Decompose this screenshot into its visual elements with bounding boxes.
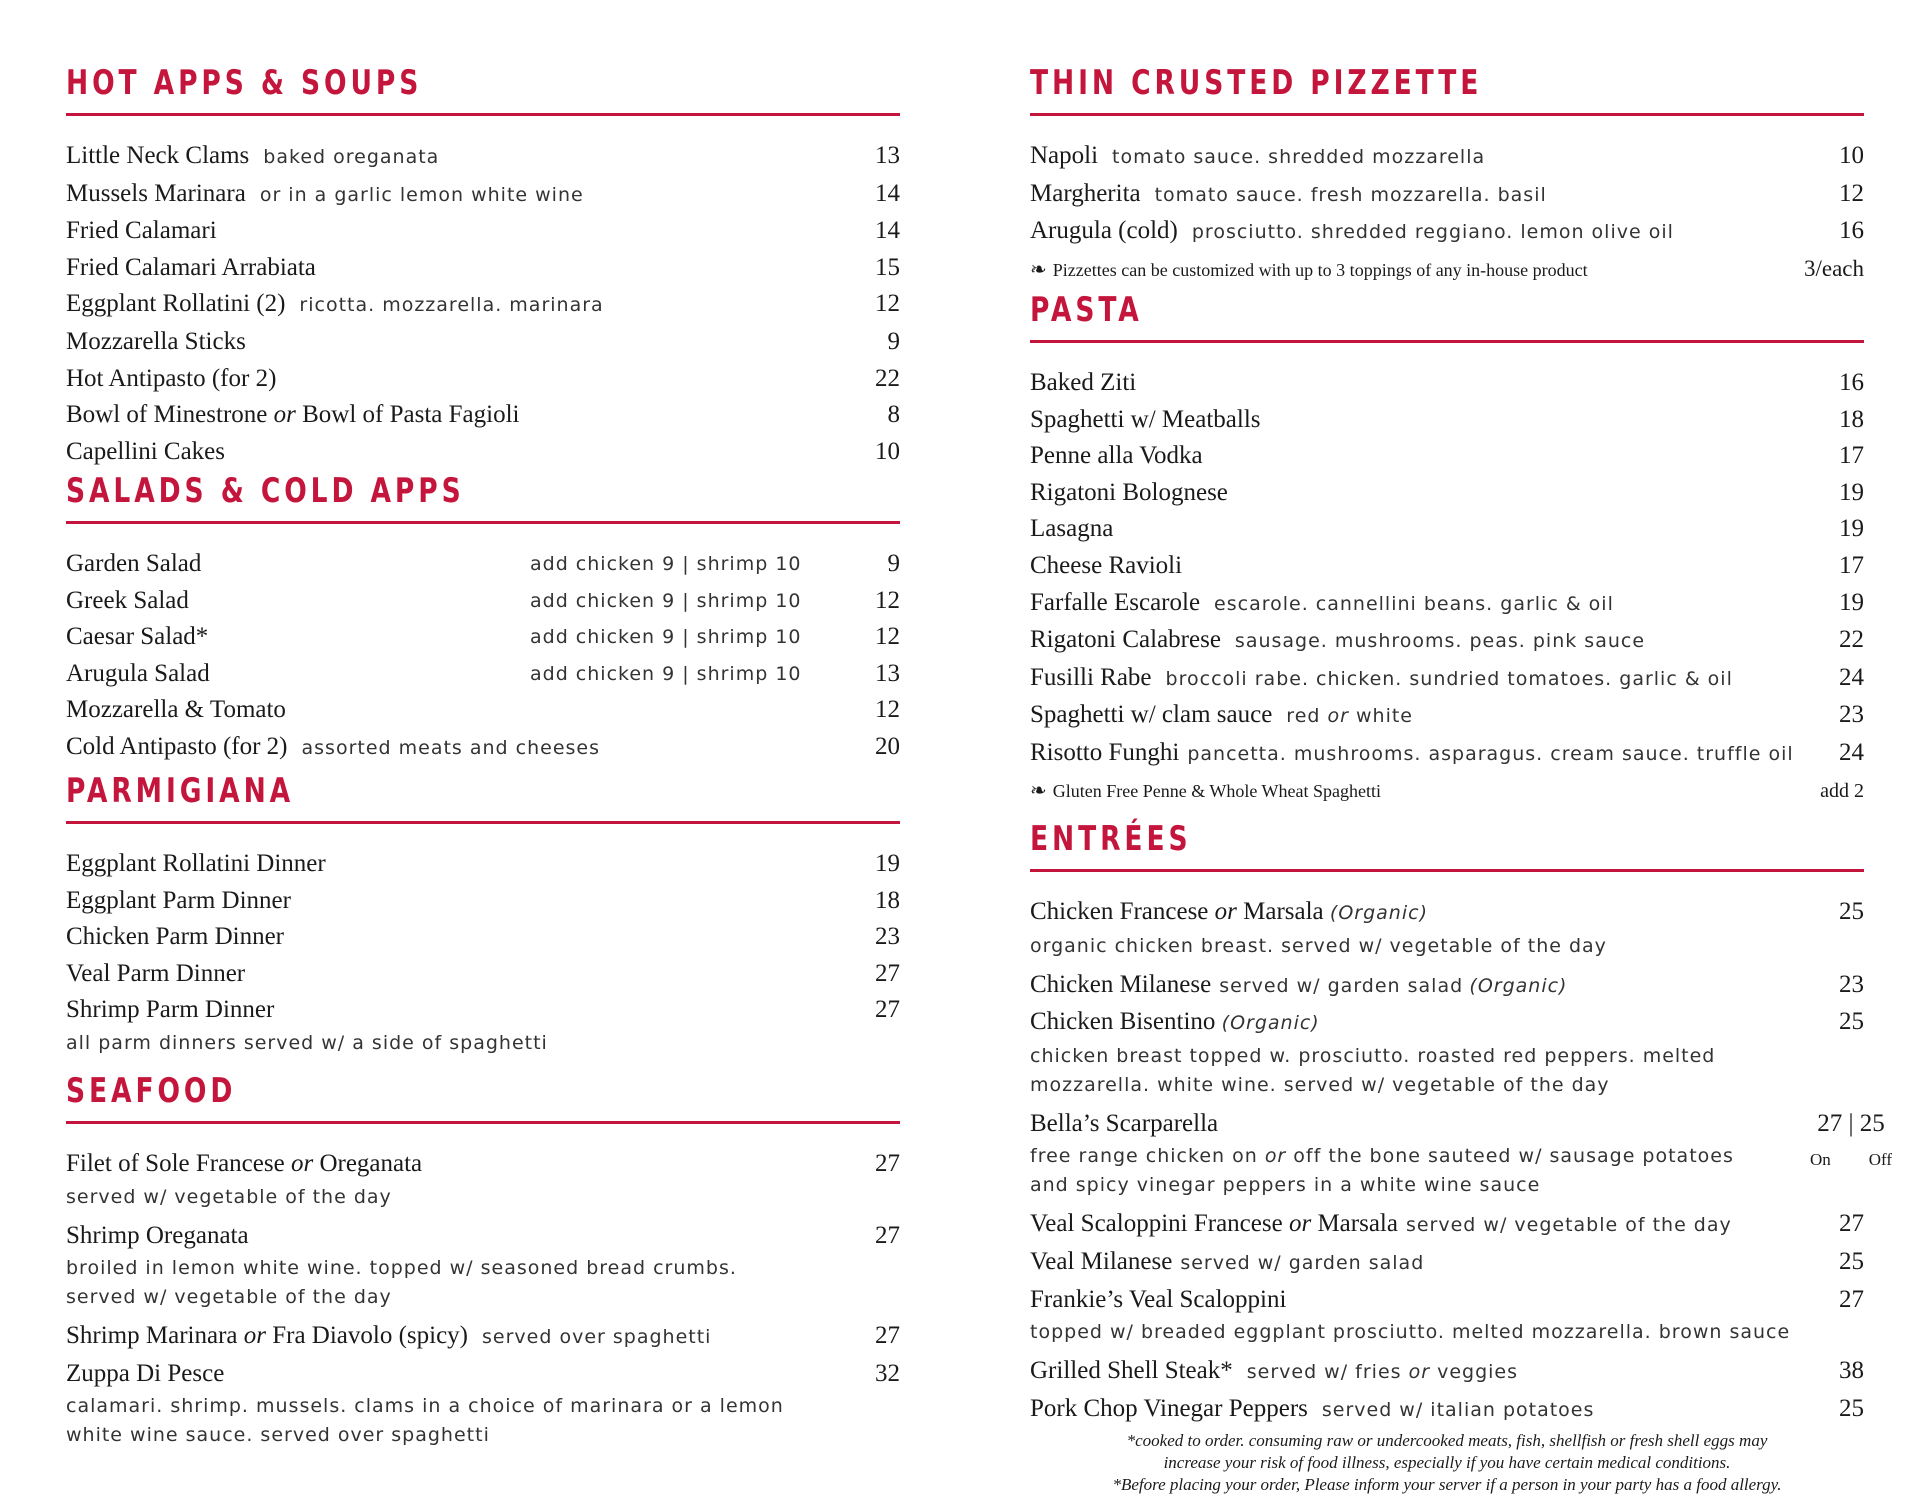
- item-name: Caesar Salad*: [66, 623, 209, 651]
- item-price: 14: [875, 217, 900, 245]
- item-desc: tomato sauce. fresh mozzarella. basil: [1154, 183, 1547, 206]
- item-price: 12: [875, 290, 900, 318]
- item-desc: assorted meats and cheeses: [301, 736, 601, 759]
- item-desc: or in a garlic lemon white wine: [259, 183, 584, 206]
- menu-item: [66, 138, 900, 176]
- item-desc: escarole. cannellini beans. garlic & oil: [1214, 592, 1614, 615]
- or-word: or: [1288, 1210, 1312, 1238]
- item-addon: add chicken 9 | shrimp 10: [530, 626, 802, 649]
- price-pair: [1808, 1106, 1894, 1142]
- item-detail-line: broiled in lemon white wine. topped w/ seasoned bread crumbs.: [66, 1257, 737, 1280]
- organic-tag: (Organic): [1329, 902, 1428, 924]
- item-desc: tomato sauce. shredded mozzarella: [1112, 146, 1486, 168]
- pasta-note: [1030, 773, 1864, 809]
- item-name: Grilled Shell Steak*: [1030, 1357, 1233, 1385]
- item-desc: broccoli rabe. chicken. sundried tomatoes. garlic & oil: [1165, 667, 1733, 690]
- item-name: Fusilli Rabe: [1030, 663, 1152, 691]
- menu-item: [1030, 138, 1864, 176]
- pizzette-note: [1030, 251, 1864, 288]
- item-detail-line: chicken breast topped w. prosciutto. roasted red peppers. melted: [1030, 1044, 1716, 1067]
- price-off: 25: [1859, 1109, 1885, 1137]
- footnote-line: *Before placing your order, Please inform your server if a person in your party has a food allergy.: [1112, 1475, 1782, 1495]
- item-desc: served w/ garden salad: [1219, 974, 1464, 997]
- note-text: Pizzettes can be customized with up to 3 toppings of any in-house product: [1052, 259, 1588, 280]
- item-name: Veal Scaloppini Francese: [1030, 1210, 1283, 1238]
- section-hot-apps-soups: [66, 58, 900, 470]
- item-name: Chicken Parm Dinner: [66, 923, 285, 951]
- menu-item: [66, 656, 900, 693]
- menu-item: [66, 397, 900, 434]
- menu-item: [66, 213, 900, 250]
- item-details: [66, 1183, 900, 1212]
- menu-item: [66, 250, 900, 287]
- item-name: Shrimp Marinara: [66, 1322, 238, 1350]
- item-name: Lasagna: [1030, 515, 1114, 543]
- item-price: 38: [1839, 1357, 1864, 1385]
- desc-part: served w/ fries: [1246, 1361, 1402, 1384]
- item-desc: ricotta. mozzarella. marinara: [299, 294, 604, 317]
- item-name: Rigatoni Bolognese: [1030, 478, 1228, 506]
- section-title: HOT APPS & SOUPS: [66, 63, 423, 103]
- item-price: 12: [875, 696, 900, 724]
- section-entrees: [1030, 814, 1892, 1496]
- item-name-alt: Marsala: [1317, 1210, 1398, 1238]
- item-price: 27: [875, 1150, 900, 1177]
- item-price: 12: [1839, 179, 1864, 207]
- section-pasta: [1030, 285, 1864, 809]
- note-text: Gluten Free Penne & Whole Wheat Spaghetti: [1052, 780, 1382, 801]
- item-name: Veal Milanese: [1030, 1247, 1173, 1275]
- item-price: 15: [875, 253, 900, 281]
- item-name: Frankie’s Veal Scaloppini: [1030, 1285, 1287, 1313]
- item-price: 19: [1839, 515, 1864, 543]
- menu-item: [66, 434, 900, 471]
- menu-item: [1030, 1353, 1864, 1391]
- section-title: PARMIGIANA: [66, 771, 295, 811]
- item-name: Garden Salad: [66, 550, 202, 577]
- menu-item: [1030, 660, 1864, 698]
- menu-item: [1030, 176, 1864, 214]
- menu-item: [66, 883, 900, 920]
- item-name: Spaghetti w/ Meatballs: [1030, 405, 1261, 433]
- menu-item: [1030, 548, 1864, 585]
- item-price: 9: [887, 550, 900, 577]
- menu-item: [1030, 1391, 1864, 1429]
- item-name: Mozzarella & Tomato: [66, 696, 286, 724]
- item-price: 27: [875, 1322, 900, 1350]
- item-price: 14: [875, 179, 900, 207]
- item-price: 22: [1839, 626, 1864, 654]
- section-divider: [66, 1121, 900, 1124]
- or-word: or: [290, 1150, 314, 1177]
- item-name: Risotto Funghi: [1030, 738, 1180, 766]
- item-price: 24: [1839, 663, 1864, 691]
- item-price: 13: [875, 142, 900, 169]
- item-addon: add chicken 9 | shrimp 10: [530, 589, 802, 612]
- or-word: or: [273, 401, 296, 429]
- item-price: 12: [875, 623, 900, 651]
- item-price: 25: [1839, 898, 1864, 925]
- item-price: 10: [1839, 142, 1864, 169]
- item-details: [1030, 1142, 1864, 1200]
- item-name: Pork Chop Vinegar Peppers: [1030, 1394, 1308, 1422]
- item-name: Shrimp Oreganata: [66, 1221, 249, 1249]
- item-desc: baked oreganata: [263, 146, 440, 168]
- menu-item: [1030, 735, 1864, 773]
- label-off: Off: [1868, 1149, 1892, 1169]
- item-name: Mozzarella Sticks: [66, 327, 246, 355]
- section-pizzette: [1030, 58, 1864, 288]
- menu-item: [1030, 213, 1864, 251]
- item-detail-line: served w/ vegetable of the day: [66, 1286, 392, 1309]
- item-details: [1030, 1042, 1864, 1100]
- menu-item: [1030, 402, 1864, 439]
- price-on: 27: [1817, 1109, 1843, 1137]
- item-price: 27: [875, 959, 900, 987]
- item-details: [66, 1392, 900, 1450]
- item-price: 8: [887, 401, 900, 429]
- section-salads-cold-apps: [66, 466, 900, 767]
- item-detail-line: and spicy vinegar peppers in a white wine sauce: [1030, 1174, 1541, 1197]
- section-title: PASTA: [1030, 290, 1143, 330]
- fleuron-icon: ❧: [1030, 258, 1047, 281]
- item-name: Baked Ziti: [1030, 369, 1137, 396]
- section-divider: [66, 113, 900, 116]
- item-name: Farfalle Escarole: [1030, 588, 1201, 616]
- menu-item: [1030, 622, 1864, 660]
- menu-item: [66, 286, 900, 324]
- item-price: 27: [875, 996, 900, 1024]
- menu-item: [66, 846, 900, 883]
- item-detail-line: mozzarella. white wine. served w/ vegetable of the day: [1030, 1073, 1610, 1096]
- item-price: 19: [875, 850, 900, 877]
- menu-item: [66, 176, 900, 214]
- item-name: Eggplant Rollatini (2): [66, 290, 286, 318]
- menu-item: [66, 992, 900, 1029]
- item-price: 23: [1839, 701, 1864, 729]
- section-divider: [66, 821, 900, 824]
- item-name-alt: Fra Diavolo (spicy): [272, 1322, 469, 1350]
- item-name: Bella’s Scarparella: [1030, 1109, 1219, 1137]
- menu-item: [1030, 475, 1864, 512]
- item-price: 13: [875, 659, 900, 687]
- section-title: SEAFOOD: [66, 1071, 237, 1111]
- price-sep: |: [1848, 1109, 1854, 1137]
- desc-part: veggies: [1437, 1361, 1518, 1384]
- or-word: or: [1214, 898, 1237, 925]
- item-price: 17: [1839, 442, 1864, 470]
- menu-item: [1030, 894, 1864, 932]
- item-price: 24: [1839, 738, 1864, 766]
- item-price: 16: [1839, 217, 1864, 245]
- section-divider: [1030, 869, 1864, 872]
- menu-item: [1030, 365, 1864, 402]
- item-price: 19: [1839, 588, 1864, 616]
- item-name: Chicken Milanese: [1030, 970, 1212, 998]
- item-name: Capellini Cakes: [66, 437, 225, 465]
- footnote: [1030, 1430, 1864, 1496]
- organic-tag: (Organic): [1469, 974, 1568, 997]
- item-addon: add chicken 9 | shrimp 10: [530, 553, 802, 575]
- item-price: 23: [875, 923, 900, 951]
- item-desc: served w/ italian potatoes: [1321, 1398, 1595, 1421]
- item-name: Bowl of Minestrone: [66, 401, 268, 429]
- or-word: or: [1408, 1361, 1431, 1384]
- item-details: [66, 1254, 900, 1312]
- item-name: Greek Salad: [66, 586, 189, 614]
- item-desc: sausage. mushrooms. peas. pink sauce: [1234, 630, 1646, 653]
- item-name: Fried Calamari: [66, 217, 217, 245]
- label-on: On: [1810, 1149, 1831, 1169]
- item-details: [1030, 932, 1864, 961]
- menu-item: [66, 729, 900, 767]
- item-name: Cold Antipasto (for 2): [66, 732, 288, 760]
- item-detail-line: topped w/ breaded eggplant prosciutto. melted mozzarella. brown sauce: [1030, 1321, 1791, 1344]
- price-labels: [1808, 1142, 1894, 1179]
- item-detail-line: served w/ vegetable of the day: [66, 1185, 392, 1208]
- item-name: Zuppa Di Pesce: [66, 1359, 225, 1387]
- item-price: 16: [1839, 369, 1864, 396]
- item-price: 27: [1839, 1210, 1864, 1238]
- item-name: Veal Parm Dinner: [66, 959, 246, 987]
- fleuron-icon: ❧: [1030, 779, 1047, 802]
- item-price: 32: [875, 1359, 900, 1387]
- item-price: 23: [1839, 970, 1864, 998]
- menu-item: [1030, 1004, 1864, 1042]
- item-name-alt: Bowl of Pasta Fagioli: [302, 401, 520, 429]
- item-name: Shrimp Parm Dinner: [66, 996, 275, 1024]
- menu-item: [66, 1356, 900, 1393]
- menu-item: [1030, 967, 1864, 1005]
- item-name: Chicken Francese: [1030, 898, 1209, 925]
- item-price: 25: [1839, 1008, 1864, 1036]
- item-name: Filet of Sole Francese: [66, 1150, 285, 1177]
- menu-item: [1030, 511, 1864, 548]
- item-name: Chicken Bisentino: [1030, 1008, 1216, 1036]
- item-name: Cheese Ravioli: [1030, 551, 1183, 579]
- section-title: THIN CRUSTED PIZZETTE: [1030, 63, 1483, 103]
- item-addon: add chicken 9 | shrimp 10: [530, 662, 802, 685]
- organic-tag: (Organic): [1221, 1012, 1320, 1035]
- detail-part: off the bone sauteed w/ sausage potatoes: [1293, 1145, 1734, 1168]
- item-name: Mussels Marinara: [66, 179, 246, 207]
- menu-item: [66, 919, 900, 956]
- or-word: or: [1327, 705, 1349, 728]
- item-desc: [1247, 1354, 1518, 1391]
- item-name-alt: Oreganata: [319, 1150, 423, 1177]
- item-name: Little Neck Clams: [66, 142, 250, 169]
- menu-item: [66, 324, 900, 361]
- section-divider: [1030, 113, 1864, 116]
- item-price: 27: [875, 1221, 900, 1249]
- item-name: Hot Antipasto (for 2): [66, 364, 277, 392]
- menu-item: [1030, 1206, 1864, 1244]
- menu-item: [66, 1218, 900, 1255]
- note-price: add 2: [1820, 779, 1864, 802]
- menu-item: [1030, 438, 1864, 475]
- detail-part: free range chicken on: [1030, 1145, 1258, 1168]
- footnote-line: *cooked to order. consuming raw or undercooked meats, fish, shellfish or fresh shell eggs may: [1126, 1431, 1768, 1451]
- desc-part: white: [1355, 705, 1413, 728]
- item-price: 9: [887, 327, 900, 355]
- item-name: Arugula (cold): [1030, 217, 1178, 245]
- item-name: Rigatoni Calabrese: [1030, 626, 1221, 654]
- item-detail-line: [1030, 1142, 1864, 1171]
- footnote-line: increase your risk of food illness, especially if you have certain medical conditions.: [1163, 1453, 1731, 1473]
- item-price: 10: [875, 437, 900, 465]
- section-parmigiana: [66, 766, 900, 1058]
- item-name: Napoli: [1030, 142, 1099, 169]
- item-desc: served w/ garden salad: [1180, 1251, 1425, 1274]
- item-price: 27: [1839, 1285, 1864, 1313]
- item-desc: served over spaghetti: [482, 1326, 712, 1349]
- section-divider: [66, 521, 900, 524]
- item-price: 17: [1839, 551, 1864, 579]
- menu-item: [66, 1146, 900, 1183]
- item-details: [1030, 1318, 1864, 1347]
- menu-item: [1030, 585, 1864, 623]
- section-note: all parm dinners served w/ a side of spaghetti: [66, 1031, 548, 1054]
- item-detail-line: calamari. shrimp. mussels. clams in a choice of marinara or a lemon: [66, 1395, 784, 1418]
- item-price: 12: [875, 586, 900, 614]
- item-price: 20: [875, 732, 900, 760]
- menu-item: [66, 583, 900, 620]
- item-desc: prosciutto. shredded reggiano. lemon olive oil: [1191, 221, 1674, 244]
- item-name: Penne alla Vodka: [1030, 442, 1203, 470]
- section-divider: [1030, 340, 1864, 343]
- item-name: Margherita: [1030, 179, 1141, 207]
- item-detail-line: organic chicken breast. served w/ vegetable of the day: [1030, 934, 1607, 957]
- item-name: Eggplant Rollatini Dinner: [66, 850, 326, 877]
- item-name: Eggplant Parm Dinner: [66, 886, 291, 914]
- item-desc: pancetta. mushrooms. asparagus. cream sauce. truffle oil: [1187, 742, 1794, 765]
- item-price: 18: [875, 886, 900, 914]
- menu-item: [66, 1318, 900, 1356]
- item-name: Arugula Salad: [66, 659, 210, 687]
- menu-item: [1030, 697, 1864, 735]
- item-price: 25: [1839, 1394, 1864, 1422]
- section-seafood: [66, 1066, 900, 1456]
- menu-item: [1030, 1282, 1864, 1319]
- section-title: ENTRÉES: [1030, 819, 1192, 859]
- item-name-alt: Marsala: [1243, 898, 1324, 925]
- menu-item: [66, 546, 900, 583]
- item-name: Fried Calamari Arrabiata: [66, 253, 316, 281]
- menu-item: [1030, 1244, 1864, 1282]
- section-title: SALADS & COLD APPS: [66, 471, 465, 511]
- note-price: 3/each: [1803, 255, 1864, 281]
- item-desc: [1286, 698, 1413, 735]
- item-name: Spaghetti w/ clam sauce: [1030, 701, 1273, 729]
- menu-item: [66, 956, 900, 993]
- menu-item: [66, 619, 900, 656]
- price-on-off: [1808, 1106, 1894, 1179]
- desc-part: red: [1286, 705, 1321, 728]
- menu-item: [66, 692, 900, 729]
- or-word: or: [243, 1322, 266, 1350]
- item-price: 18: [1839, 405, 1864, 433]
- or-word: or: [1264, 1145, 1287, 1168]
- item-price: 25: [1839, 1247, 1864, 1275]
- item-desc: served w/ vegetable of the day: [1405, 1214, 1732, 1237]
- item-detail-line: white wine sauce. served over spaghetti: [66, 1424, 490, 1447]
- item-price: 22: [875, 364, 900, 392]
- menu-item: [66, 361, 900, 398]
- item-price: 19: [1839, 478, 1864, 506]
